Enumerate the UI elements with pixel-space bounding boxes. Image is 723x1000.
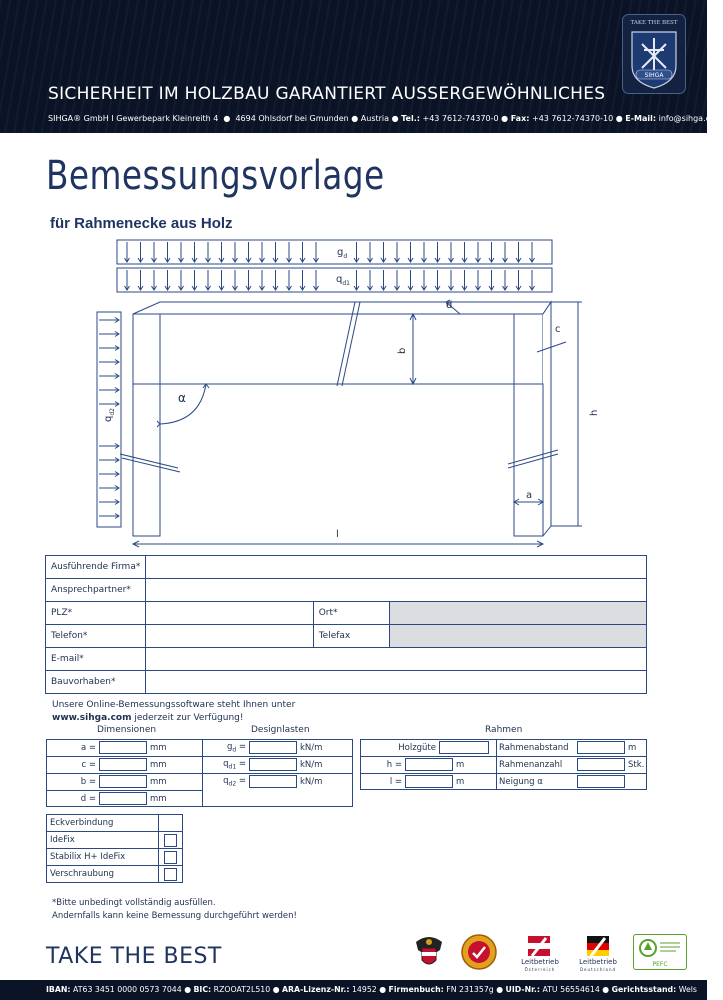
dim-unit-c: mm: [150, 759, 167, 770]
frame-unit-abstand: m: [628, 742, 637, 753]
form-row-telefon: [46, 625, 647, 648]
fax-number: +43 7612-74370-10: [532, 114, 614, 123]
pefc-tree-icon: [634, 935, 686, 961]
header-banner: [0, 0, 723, 133]
label-d: d: [446, 300, 453, 311]
load-unit-qd1: kN/m: [300, 759, 323, 770]
leitbetrieb-germany-icon: [570, 934, 626, 960]
label-bauvorhaben: Bauvorhaben*: [46, 671, 146, 694]
eck-label-idefix: IdeFix: [47, 832, 159, 849]
pefc-badge: [633, 934, 687, 970]
dim-unit-a: mm: [150, 742, 167, 753]
bic-value: RZOOAT2L510: [213, 985, 271, 994]
load-label-gd: $g_d$ =: [226, 741, 246, 754]
load-unit-qd2: kN/m: [300, 776, 323, 787]
label-plz: PLZ*: [46, 602, 146, 625]
label-ort: Ort*: [313, 602, 389, 625]
sihga-logo-icon: [622, 14, 686, 94]
dim-row-b: [46, 773, 167, 790]
checkbox-stabilix[interactable]: [164, 851, 177, 864]
heading-dimensionen: Dimensionen: [97, 725, 157, 735]
leitbetrieb-austria-icon: [512, 934, 568, 960]
frame-row-anzahl: [496, 756, 644, 773]
input-telefax[interactable]: [390, 625, 647, 648]
frame-label-holzguete: Holzgüte: [398, 742, 436, 753]
load-label-qd2: $q_{d2}$ =: [223, 775, 246, 788]
online-note-line2: jederzeit zur Verfügung!: [131, 712, 244, 723]
input-telefon[interactable]: [146, 625, 313, 648]
dim-label-b: b =: [80, 776, 96, 787]
frame-row-h: [360, 756, 464, 773]
leitbetrieb-de-sub: Deutschland: [579, 967, 617, 972]
frame-row-abstand: [496, 739, 636, 756]
frame-input-holzguete[interactable]: [439, 741, 489, 754]
page-title: Bemessungsvorlage: [46, 153, 385, 199]
firmenbuch-label: Firmenbuch:: [388, 985, 444, 994]
leitbetrieb-de-label: Leitbetrieb: [579, 958, 617, 966]
dim-input-c[interactable]: [99, 758, 147, 771]
leitbetrieb-austria-badge: [512, 934, 568, 974]
label-l: l: [336, 529, 339, 540]
load-input-gd[interactable]: [249, 741, 297, 754]
footer-bank-info: IBAN: AT63 3451 0000 0573 7044 ● BIC: RZOOAT2L510 ● ARA-Lizenz-Nr.: 14952 ● Firmenbuch: FN 231357g ● UID-Nr.: ATU 56554614 ● Gerichtsstand: Wels: [0, 980, 707, 1000]
label-a: a: [526, 490, 533, 501]
frame-input-h[interactable]: [405, 758, 453, 771]
page-subtitle: für Rahmenecke aus Holz: [50, 215, 233, 232]
firmenbuch-value: FN 231357g: [446, 985, 494, 994]
label-firma: Ausführende Firma*: [46, 556, 146, 579]
dim-input-a[interactable]: [99, 741, 147, 754]
heading-designlasten: Designlasten: [251, 725, 310, 735]
bic-label: BIC:: [193, 985, 212, 994]
frame-row-l: [360, 773, 464, 790]
iban-label: IBAN:: [46, 985, 71, 994]
frame-row-neigung: [496, 773, 628, 790]
frame-label-neigung: Neigung α: [499, 776, 543, 787]
dim-row-d: [46, 790, 167, 807]
label-h: h: [589, 409, 600, 416]
ara-label: ARA-Lizenz-Nr.:: [282, 985, 350, 994]
frame-row-holzguete: [360, 739, 492, 756]
eck-option-verschraubung: [47, 866, 183, 883]
ara-value: 14952: [351, 985, 377, 994]
input-bauvorhaben[interactable]: [146, 671, 647, 694]
logo-name: SIHGA: [644, 72, 664, 79]
eck-label-stabilix: Stabilix H+ IdeFix: [47, 849, 159, 866]
label-qd2: [103, 408, 116, 422]
load-input-qd2[interactable]: [249, 775, 297, 788]
beam-top-face: [133, 302, 551, 314]
sihga-logo: [622, 14, 686, 94]
frame-input-abstand[interactable]: [577, 741, 625, 754]
email-address: info@sihga.com: [658, 114, 723, 123]
email-label: E-Mail:: [625, 114, 657, 123]
dim-unit-b: mm: [150, 776, 167, 787]
input-ort[interactable]: [390, 602, 647, 625]
slogan: TAKE THE BEST: [46, 944, 222, 969]
uid-label: UID-Nr.:: [505, 985, 540, 994]
contact-form: [45, 555, 647, 694]
label-qd1: $q_{d1}$: [336, 274, 350, 287]
gerichtsstand-value: Wels: [678, 985, 697, 994]
pefc-label: PEFC: [652, 961, 668, 968]
label-ansprechpartner: Ansprechpartner*: [46, 579, 146, 602]
input-email[interactable]: [146, 648, 647, 671]
label-email: E-mail*: [46, 648, 146, 671]
input-ansprechpartner[interactable]: [146, 579, 647, 602]
label-b: b: [397, 347, 408, 354]
quality-seal-icon: [461, 934, 497, 970]
leitbetrieb-at-sub: Österreich: [524, 967, 556, 972]
gerichtsstand-label: Gerichtsstand:: [611, 985, 677, 994]
frame-input-l[interactable]: [405, 775, 453, 788]
input-plz[interactable]: [146, 602, 313, 625]
load-label-qd1: $q_{d1}$ =: [223, 758, 246, 771]
load-row-gd: [202, 739, 322, 756]
dim-input-b[interactable]: [99, 775, 147, 788]
frame-label-abstand: Rahmenabstand: [499, 742, 569, 753]
eck-option-idefix: [47, 832, 183, 849]
right-column: [514, 384, 543, 536]
header-tagline: SICHERHEIT IM HOLZBAU GARANTIERT AUSSERGEWÖHNLICHES: [48, 84, 606, 104]
load-unit-gd: kN/m: [300, 742, 323, 753]
online-software-note: [52, 699, 295, 724]
svg-text:qd2: $q_{d2}$: [103, 408, 116, 422]
label-telefax: Telefax: [313, 625, 389, 648]
dim-label-a: a =: [80, 742, 96, 753]
form-row-ansprechpartner: [46, 579, 647, 602]
leitbetrieb-at-label: Leitbetrieb: [521, 958, 559, 966]
frame-input-anzahl[interactable]: [577, 758, 625, 771]
frame-unit-anzahl: Stk.: [628, 759, 645, 770]
uid-value: ATU 56554614: [542, 985, 600, 994]
input-firma[interactable]: [146, 556, 647, 579]
required-fields-note: [52, 897, 297, 922]
frame-corner-diagram: [0, 236, 707, 556]
beam-front: [133, 314, 543, 384]
company-name: SIHGA® GmbH I Gewerbepark Kleinreith 4: [48, 114, 219, 123]
dim-row-a: [46, 739, 167, 756]
eckverbindung-heading: Eckverbindung: [47, 815, 159, 832]
checkbox-idefix[interactable]: [164, 834, 177, 847]
dim-row-c: [46, 756, 167, 773]
header-contact-line: SIHGA® GmbH I Gewerbepark Kleinreith 4 ● 4694 Ohlsdorf bei Gmunden ● Austria ● Tel.: +43 7612-74370-0 ● Fax: +43 7612-74370-10 ● E-Mail: info@sihga.com: [48, 114, 723, 123]
iban-value: AT63 3451 0000 0573 7044: [73, 985, 182, 994]
form-row-firma: [46, 556, 647, 579]
frame-label-l: l =: [389, 776, 402, 787]
heading-rahmen: Rahmen: [485, 725, 523, 735]
logo-caption: TAKE THE BEST: [630, 20, 678, 26]
dim-label-d: d =: [80, 793, 96, 804]
sihga-website-link[interactable]: www.sihga.com: [52, 712, 132, 723]
load-row-qd2: [202, 773, 322, 790]
tel-number: +43 7612-74370-0: [422, 114, 499, 123]
form-row-bauvorhaben: [46, 671, 647, 694]
label-gd: $g_d$: [337, 247, 348, 260]
load-input-qd1[interactable]: [249, 758, 297, 771]
required-note-line2: Andernfalls kann keine Bemessung durchgeführt werden!: [52, 910, 297, 921]
label-c: c: [555, 324, 561, 335]
eck-label-verschraubung: Verschraubung: [47, 866, 159, 883]
frame-label-h: h =: [386, 759, 402, 770]
austria-coat-of-arms-icon: [412, 934, 446, 974]
company-country: Austria: [360, 114, 390, 123]
frame-input-neigung[interactable]: [577, 775, 625, 788]
leitbetrieb-germany-badge: [570, 934, 626, 974]
label-telefon: Telefon*: [46, 625, 146, 648]
top-load-arrows: [125, 242, 535, 290]
dim-input-d[interactable]: [99, 792, 147, 805]
load-row-qd1: [202, 756, 322, 773]
dim-unit-d: mm: [150, 793, 167, 804]
checkbox-verschraubung[interactable]: [164, 868, 177, 881]
frame-unit-l: m: [456, 776, 465, 787]
fax-label: Fax:: [510, 114, 530, 123]
form-row-email: [46, 648, 647, 671]
company-address: 4694 Ohlsdorf bei Gmunden: [235, 114, 349, 123]
eckverbindung-table: [46, 814, 183, 883]
required-note-line1: *Bitte unbedingt vollständig ausfüllen.: [52, 898, 216, 908]
tel-label: Tel.:: [401, 114, 420, 123]
online-note-line1: Unsere Online-Bemessungssoftware steht Ihnen unter: [52, 700, 296, 710]
frame-label-anzahl: Rahmenanzahl: [499, 759, 563, 770]
dim-label-c: c =: [81, 759, 96, 770]
frame-unit-h: m: [456, 759, 465, 770]
form-row-plz: [46, 602, 647, 625]
eck-option-stabilix: [47, 849, 183, 866]
label-alpha: α: [178, 391, 186, 405]
